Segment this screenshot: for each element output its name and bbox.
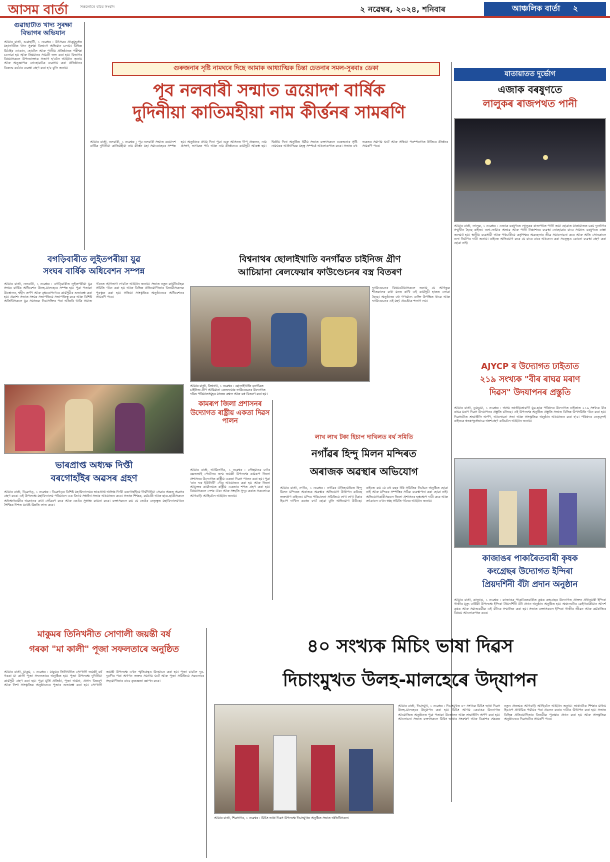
kamrup-headline-block: [190, 400, 270, 466]
person-figure: [499, 491, 517, 545]
mising-event-photo: [214, 704, 394, 814]
lead-headline-line-2: দুদিনীয়া কাতিমহীয়া নাম কীৰ্ত্তনৰ সামৰণি: [132, 103, 406, 123]
person-figure: [311, 745, 335, 811]
edition-date: ২ নৱেম্বৰ, ২০২৪, শনিবাৰ: [360, 5, 446, 14]
kakazhi-headline-1: কাজাঙৰ পাকাৰৈতবাৰী কৃষক: [482, 553, 578, 563]
kakazhi-headline: [454, 552, 606, 596]
street-light: [543, 155, 548, 160]
section-label: [484, 2, 606, 16]
masthead: [0, 0, 610, 18]
blanket-headline-2: আচিয়ানা ৰেলফেয়াৰ ফাউণ্ডেচনৰ বস্ত্ৰ বিতৰণ: [238, 268, 402, 278]
ajycp-body: আমাৰ বাৰ্তা, ডুমডুমা, ১ নৱেম্বৰ : অসম জাতীয়তাবাদী যুৱ-ছাত্ৰ পৰিষদৰ উদ্যোগত ঢাইতাত ২১৯ সংখ্যক বীৰ ৰাঘৱ মৰাণ দিৱস উদযাপনৰ প্ৰস্তুতি চলিছে। এই উপলক্ষে অনুষ্ঠিত প্ৰস্তুতি সভাত বিভিন্ন উপসমিতি গঠন কৰা হয়। দিৱসটোত শ্ৰদ্ধাঞ্জলি অৰ্পণ, আলোচনা সভা আৰু সাংস্কৃতিক অনুষ্ঠান আয়োজন কৰা হ'ব। পৰিষদৰ নেতৃবৃন্দই ৰাইজক স্বতঃস্ফূৰ্তভাৱে অংশগ্ৰহণ কৰিবলৈ আহ্বান জনায়।: [454, 406, 606, 423]
right-top-story: [454, 224, 606, 356]
right-top-body: আমাৰ বাৰ্তা, লালুক, ১ নৱেম্বৰ : এজাক বৰষুণতে লালুকৰ ৰাজপথত পানী জমা হোৱাত যাতায়াতত চৰম দুৰ্ভোগৰ সন্মুখীন হৈছে ৰাইজ। নলা-নৰ্দমাৰ অভাৱ আৰু পানী নিষ্কাশনৰ ব্যৱস্থা নোহোৱাৰ বাবে সামান্য বৰষুণতে ৰাস্তা জলমগ্ন হয়। স্থানীয় ব্যৱসায়ী আৰু পথচাৰীয়ে কৰ্তৃপক্ষৰ অৱহেলাৰ তীব্ৰ সমালোচনা কৰে আৰু অতি সোনকালে নলা নিৰ্মাণৰ দাবী জনায়। ৰাইজে অভিযোগ কৰে যে বাৰে বাৰে আবেদন কৰা সত্ত্বেও কোনো ব্যৱস্থা গ্ৰহণ কৰা হোৱা নাই।: [454, 224, 606, 246]
mising-caption: আমাৰ বাৰ্তা, শিৱসাগৰ, ১ নৱেম্বৰ : মিচিং ভাষা দিৱস উপলক্ষে দিচাংমুখত অনুষ্ঠিত সভাত অতিথিসকল।: [214, 816, 350, 820]
ajycp-headline-1: AJYCP ৰ উদ্যোগত ঢাইতাত: [481, 361, 579, 371]
youth-event-photo: [4, 384, 184, 454]
column-divider: [272, 400, 273, 600]
makum-headline-1: মাকুমৰ তিনিখনীত সোণালী জয়ন্তী বৰ্ষ: [37, 630, 171, 640]
youth-headline-2: সংঘৰ বাৰ্ষিক অধিবেশন সম্পন্ন: [43, 267, 145, 277]
section-name: আঞ্চলিক বাৰ্তা: [511, 4, 561, 13]
street-light: [485, 159, 491, 165]
lead-story: [90, 140, 448, 244]
lead-headline-line-1: পূব নলবাৰী সন্মাত ত্ৰয়োদশ বাৰ্ষিক: [153, 81, 385, 101]
kakazhi-headline-2: কংগ্ৰেছৰ উদ্যোগত ইন্দিৰা: [487, 566, 573, 576]
right-top-kicker-bar: [454, 68, 606, 81]
blanket-figure: [321, 317, 357, 367]
nagaon-headline-2: অৰাজক অৱস্থাৰ অভিযোগ: [310, 467, 418, 478]
kamrup-headline: কামৰূপ জিলা প্ৰশাসনৰ উদ্যোগত ৰাষ্ট্ৰীয় একতা দিৱস পালন: [190, 400, 270, 425]
column-divider: [84, 22, 85, 250]
left-brief-headline: গুৱাহাটীত খাদ্য সুৰক্ষা বিভাগৰ অভিযান: [13, 22, 73, 37]
nagaon-kicker: লাখ লাখ টকা হিচাপ দাখিলত বৰ্থ সমিতি: [315, 434, 413, 441]
ajycp-story: [454, 406, 606, 456]
kakazhi-body: আমাৰ বাৰ্তা, কাজাঙ, ১ নৱেম্বৰ : কাজাঙৰ পাকাৰৈতবাৰীত কৃষক কংগ্ৰেছৰ উদ্যোগত প্ৰাক্তন প্ৰধানমন্ত্ৰী ইন্দিৰা গান্ধীৰ মৃত্যু বাৰ্ষিকী উপলক্ষে ইন্দিৰা প্ৰিয়দৰ্শিনী বঁটা প্ৰদান অনুষ্ঠান অনুষ্ঠিত হয়। অঞ্চলটোৰ কেইগৰাকীমান আদৰ্শ কৃষক আৰু সমাজকৰ্মীক এই বঁটাৰে সন্মানিত কৰা হয়। সভাত বক্তাসকলে ইন্দিৰা গান্ধীৰ জীৱন আৰু কৰ্মৰাজিৰ বিষয়ে আলোকপাত কৰে।: [454, 598, 606, 615]
blanket-caption: আমাৰ বাৰ্তা, বিশ্বনাথ, ১ নৱেম্বৰ : ছোলাইখাতি বনগাঁৱত চাইনিজ গ্ৰীণ আচিয়ানা ৰেলফেয়াৰ ফাউণ্ডেচনৰ উদ্যোগত দৰিদ্ৰ পৰিয়ালসমূহৰ মাজত কম্বল আৰু বস্ত্ৰ বিতৰণ কৰা হয়।: [190, 384, 268, 396]
lead-headline-block: [90, 80, 448, 140]
youth-headline: [4, 254, 184, 280]
nagaon-story: [280, 486, 448, 616]
person-figure: [529, 489, 547, 545]
principal-headline: [4, 460, 184, 488]
person-figure: [65, 399, 93, 451]
ajycp-headline-3: দিৱস" উদযাপনৰ প্ৰস্তুতি: [489, 387, 571, 397]
person-figure: [559, 493, 577, 545]
column-divider: [206, 628, 207, 858]
blanket-headline: [190, 254, 450, 284]
blanket-figure: [211, 317, 251, 367]
ajycp-meeting-photo: [454, 458, 606, 548]
principal-story: [4, 490, 184, 622]
person-figure: [115, 403, 145, 451]
youth-headline-1: বগড়িবাৰীত লুইতপৰীয়া যুৱ: [47, 255, 141, 265]
right-top-kicker: যাতায়াতত দুৰ্ভোগ: [504, 70, 556, 78]
principal-body: আমাৰ বাৰ্তা, ডিব্ৰুগড়, ১ নৱেম্বৰ : ডিব্ৰুগড়ৰ বিশিষ্ট মহাবিদ্যালয়ৰ ভাৰপ্ৰাপ্ত অধ্যক্ষ দিপ্তী বৰগোহাঁইয়ে দীৰ্ঘদিনীয়া সেৱাৰ অন্তত অৱসৰ গ্ৰহণ কৰে। এই উপলক্ষে মহাবিদ্যালয় পৰিয়ালে এক বিদায় সম্বৰ্ধনা সভাৰ আয়োজন কৰে। সভাত শিক্ষক, কৰ্মচাৰী আৰু ছাত্ৰ-ছাত্ৰীসকলে অধ্যক্ষগৰাকীৰ অৱদানৰ কথা সোঁৱৰণ কৰে আৰু তেওঁৰ সুস্বাস্থ্য কামনা কৰে। বক্তাসকলে কয় যে তেওঁৰ নেতৃত্বত মহাবিদ্যালয়খনে শৈক্ষিক দিশত যথেষ্ট উন্নতি লাভ কৰে।: [4, 490, 184, 507]
makum-body: আমাৰ বাৰ্তা, মাকুম, ১ নৱেম্বৰ : মাকুমৰ তিনিখনীত সোণালী জয়ন্তী বৰ্ষ গৰকা মা কালী পূজা সফলতাৰে অনুষ্ঠিত হয়। পূজা উপলক্ষে দুদিনীয়া কাৰ্যসূচী গ্ৰহণ কৰা হয়। পুৱা মূৰ্তি প্ৰতিষ্ঠা, পূজা অৰ্চনা, প্ৰসাদ বিতৰণ আৰু নিশা সাংস্কৃতিক অনুষ্ঠানেৰে পূজাৰ শুভাৰম্ভ কৰা হয়। সোণালী জয়ন্তী উপলক্ষে এখন স্মৃতিগ্ৰন্থও উন্মোচন কৰা হয়। পূজা চাবলৈ দূৰ-দূৰণিৰ পৰা অগণন ভক্তৰ সমাগম ঘটে আৰু পূজা সমিতিয়ে সকলোৰে সহযোগিতাৰ বাবে কৃতজ্ঞতা জ্ঞাপন কৰে।: [4, 670, 204, 687]
principal-headline-1: ভাৰপ্ৰাপ্ত অধ্যক্ষ দিপ্তী: [55, 461, 133, 471]
kamrup-story: [190, 468, 270, 598]
mising-caption-block: [214, 816, 394, 856]
lead-body: আমাৰ বাৰ্তা, নলবাৰী, ১ নৱেম্বৰ : পূব নলবাৰী সন্মাত ত্ৰয়োদশ বাৰ্ষিক দুদিনীয়া কাতিমহীয়া নাম কীৰ্ত্তন মহা সমাৰোহেৰে সম্পন্ন হয়। অনুষ্ঠানৰ প্ৰথম দিনা পুৱা গুৰু আসনত দীপ প্ৰজ্বলন, নাম প্ৰসংগ, ভাগৱত পাঠ আৰু নাম কীৰ্ত্তনেৰে কাৰ্যসূচী আৰম্ভ হয়। দ্বিতীয় দিনা অনুষ্ঠিত ধৰ্মীয় সভাত বক্তাসকলে গুৰুজনাৰ সৃষ্টি নামঘৰৰ আধ্যাত্মিক মহত্ব সম্পৰ্কে আলোকপাত কৰে। সভাত বহু ভকতৰ সমাগম ঘটে আৰু সন্ধিয়া পৰম্পৰাগত ৰীতিৰে কীৰ্ত্তনৰ সামৰণি পৰে।: [90, 140, 448, 149]
banner-kicker: [112, 62, 440, 76]
makum-headline-2: গৰকা "মা কালী" পূজা সফলতাৰে অনুষ্ঠিত: [29, 645, 179, 655]
flood-water: [455, 191, 606, 222]
ajycp-headline: [454, 360, 606, 404]
left-brief: [4, 22, 82, 250]
person-figure: [15, 405, 45, 451]
newspaper-logo: আসম বাৰ্তা: [8, 3, 69, 18]
right-top-headline: [454, 84, 606, 116]
youth-body: আমাৰ বাৰ্তা, নলবাৰী, ১ নৱেম্বৰ : বগড়িবাৰীত লুইতপৰীয়া যুৱ সংঘৰ বাৰ্ষিক অধিবেশন উলহ-মালহেৰে সম্পন্ন হয়। পুৱা পতাকা উত্তোলন, শ্বহীদ তৰ্পণ আৰু বৃক্ষৰোপণেৰে কাৰ্যসূচীৰ শুভাৰম্ভ কৰা হয়। প্ৰকাশ্য সভাত সংঘৰ সভাপতিয়ে সভাপতিত্ব কৰে আৰু বিশিষ্ট অতিথিসকলে যুৱ সমাজক নিচাসক্তিৰ পৰা আঁতৰি থাকি সমাজ গঠনত আগভাগ ল'বলৈ আহ্বান জনায়। সভাত নতুন কাৰ্যনিৰ্বাহক সমিতি গঠন কৰা হয় আৰু বিভিন্ন প্ৰতিযোগিতাৰ বিজয়ীসকলক পুৰস্কৃত কৰা হয়। সন্ধিয়া সাংস্কৃতিক অনুষ্ঠানেৰে অধিবেশনৰ সামৰণি পৰে।: [4, 282, 184, 304]
person-figure: [235, 745, 259, 811]
mising-headline-2: দিচাংমুখত উলহ-মালহেৰে উদ্‌যাপন: [282, 670, 538, 691]
nagaon-kicker-block: [280, 432, 448, 444]
principal-headline-2: বৰগোহাঁইৰ অৱসৰ গ্ৰহণ: [50, 474, 138, 484]
blanket-distribution-photo: [190, 286, 370, 382]
right-top-headline-2: লালুকৰ ৰাজপথত পানী: [482, 99, 578, 110]
nagaon-body: আমাৰ বাৰ্তা, নগাঁও, ১ নৱেম্বৰ : নগাঁৱৰ ঐতিহ্যমণ্ডিত হিন্দু মিলন মন্দিৰত অৰাজক অৱস্থাৰ অভিযোগ উত্থাপন কৰিছে ভক্তপ্ৰাণ ৰাইজে। মন্দিৰ পৰিচালনা সমিতিয়ে লাখ লাখ টকাৰ হিচাপ দাখিল কৰাত ব্যৰ্থ হোৱা বুলি অভিযোগ উঠিছে। ৰাইজে কয় যে বহু বছৰ ধৰি সমিতিৰ নিৰ্বাচন অনুষ্ঠিত হোৱা নাই আৰু মন্দিৰৰ সম্পত্তিৰ সঠিক ব্যৱস্থাপনা কৰা হোৱা নাই। অভিযোগকাৰীসকলে জিলা প্ৰশাসনৰ হস্তক্ষেপ দাবী কৰে আৰু তৎকালে এখন স্বচ্ছ সমিতি গঠনৰ আহ্বান জনায়।: [280, 486, 448, 503]
mising-body: আমাৰ বাৰ্তা, দিচাংমুখ, ১ নৱেম্বৰ : দিচাংমুখত ৪০ সংখ্যক মিচিং ভাষা দিৱস উলহ-মালহেৰে উদ্‌যাপন কৰা হয়। মিচিং আগম কেবাঙৰ উদ্যোগত আয়োজিত অনুষ্ঠানত পুৱা পতাকা উত্তোলন আৰু শ্ৰদ্ধাঞ্জলি অৰ্পণ কৰা হয়। আলোচনা সভাত বক্তাসকলে মিচিং ভাষাৰ সংৰক্ষণ আৰু বিকাশৰ ক্ষেত্ৰত নতুন প্ৰজন্মক আগবাঢ়ি আহিবলৈ আহ্বান জনায়। ভাষাটোক শিক্ষাৰ মাধ্যম হিচাপে প্ৰাথমিক পৰ্যায়ৰ পৰা প্ৰচলন কৰাৰ দাবীও উত্থাপন কৰা হয়। সভাত বিভিন্ন প্ৰতিযোগিতাৰ বিজয়ীক পুৰস্কাৰ প্ৰদান কৰা হয় আৰু সাংস্কৃতিক অনুষ্ঠানেৰে দিৱসটোৰ সামৰণি পৰে।: [398, 704, 606, 721]
kamrup-body: আমাৰ বাৰ্তা, আমিনগাঁও, ১ নৱেম্বৰ : লৌহমানৱ চৰ্দাৰ বল্লভভাই পেটেলৰ জন্ম জয়ন্তী উপলক্ষে কামৰূপ জিলা প্ৰশাসনৰ উদ্যোগত ৰাষ্ট্ৰীয় একতা দিৱস পালন কৰা হয়। পুৱা 'ৰান ফৰ ইউনিটি' দৌৰ আয়োজন কৰা হয় আৰু জিলা আয়ুক্তৰ কাৰ্যালয়ত ৰাষ্ট্ৰীয় একতাৰ শপত গ্ৰহণ কৰা হয়। বিষয়াসকলে দেশৰ ঐক্য আৰু সংহতি সুদৃঢ় কৰাত সকলোকে আগবাঢ়ি আহিবলৈ আহ্বান জনায়।: [190, 468, 270, 498]
blanket-body: ফাউণ্ডেচনৰ বিষয়ববীয়াসকলে জনায় যে আগন্তুক শীতকালৰ কথা মনত ৰাখি এই কাৰ্যসূচী হাতত লোৱা হৈছে। অনুষ্ঠানত বহু গণ্যমান্য ব্যক্তি উপস্থিত থাকে আৰু ফাউণ্ডেচনৰ এই মহৎ প্ৰচেষ্টাক শলাগ লয়।: [372, 286, 450, 303]
ajycp-headline-2: ২১৯ সংখ্যক "বীৰ ৰাঘৱ মৰাণ: [479, 374, 581, 384]
mising-headline-1: ৪০ সংখ্যক মিচিং ভাষা দিৱস: [306, 636, 514, 657]
nagaon-headline-1: নগাঁৱৰ হিন্দু মিলন মন্দিৰত: [311, 449, 417, 460]
banner-kicker-text: গুৰুজনাৰ সৃষ্টি নামঘৰে দিছে আমাক আধ্যাত্মিক চিন্তা চেতনাৰ সমল-সুৰবাঃ ডেকা: [173, 65, 379, 72]
person-figure: [349, 749, 373, 811]
flooded-road-photo: [454, 118, 606, 222]
blanket-story: [372, 286, 450, 382]
kakazhi-story: [454, 598, 606, 628]
makum-story: [4, 670, 204, 858]
kakazhi-headline-3: প্ৰিয়দৰ্শিনী বঁটা প্ৰদান অনুষ্ঠান: [482, 579, 578, 589]
person-figure: [273, 735, 297, 811]
left-brief-body: আমাৰ বাৰ্তা, গুৱাহাটী, ১ নৱেম্বৰ : উৎসৱৰ প্ৰাক্‌মুহূৰ্তত মহানগৰীত খাদ্য সুৰক্ষা বিভাগে অভিযান চলায়। বিভিন্ন মিঠাইৰ দোকান, হোটেল আৰু পানীয় প্ৰতিষ্ঠানত পৰীক্ষা চলোৱা হয় আৰু নিম্নমানৰ সামগ্ৰী জব্দ কৰা হয়। বিভাগৰ বিষয়াসকলে উপভোক্তাক সজাগ হ'বলৈ আহ্বান জনায় আৰু অনুজ্ঞাপত্ৰ নোহোৱাকৈ ব্যৱসায় কৰা প্ৰতিষ্ঠানৰ বিৰুদ্ধে কঠোৰ ব্যৱস্থা গ্ৰহণ কৰা হ'ব বুলি জনায়।: [4, 40, 82, 70]
logo-tagline: সকলোৰে বাবে সংবাদ: [80, 4, 115, 9]
mising-headline: [214, 630, 606, 700]
blanket-figure: [271, 313, 307, 367]
youth-story: [4, 282, 184, 382]
blanket-headline-1: বিশ্বনাথৰ ছোলাইখাতি বনগাঁৱত চাইনিজ গ্ৰীণ: [239, 255, 401, 265]
mising-story: [398, 704, 606, 858]
makum-headline: [4, 628, 204, 668]
person-figure: [469, 489, 487, 545]
page-number: ২: [572, 4, 579, 13]
nagaon-headline: [280, 446, 448, 484]
right-top-headline-1: এজাক বৰষুণতে: [497, 85, 563, 96]
